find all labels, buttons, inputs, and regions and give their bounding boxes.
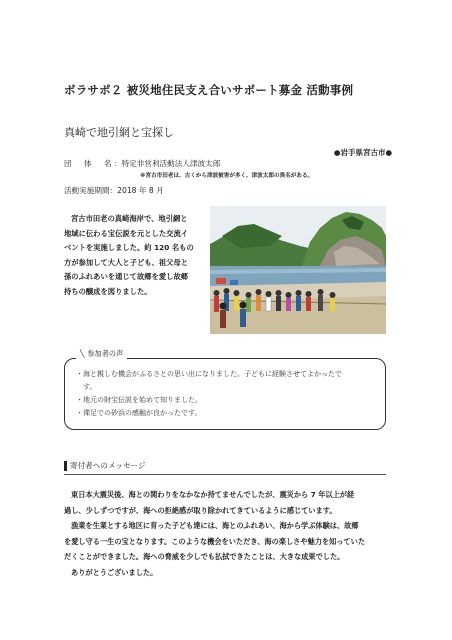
description-line: 持ちの醸成を図りました。: [64, 286, 152, 296]
donor-message: [64, 487, 394, 580]
donor-line: 過し、少しずつですが、海への拒絶感が取り除かれてきているように感じています。: [64, 505, 337, 515]
donor-title-text: 寄付者へのメッセージ: [70, 461, 146, 470]
title-bar-icon: [64, 461, 67, 471]
donor-message-title: [64, 460, 145, 471]
voice-item: ・裸足での砂浜の感触が良かったです。: [76, 409, 202, 417]
donor-line: 漁業を生業とする地区に育った子ども達には、海とのふれあい、海から学ぶ体験は、故郷: [71, 521, 359, 530]
donor-line: だくことができました。海への脅威を少しでも払拭できたことは、大きな成果でした。: [64, 552, 345, 561]
description-line: 孫のふれあいを通じて故郷を愛し故郷: [64, 272, 189, 282]
organization-label: 団 体 名: [64, 159, 117, 168]
period-value: ：2018 年 8 月: [109, 186, 164, 195]
voices-title-text: 参加者の声: [87, 349, 124, 358]
organization-value: ：特定非営利活動法人津波太郎: [114, 159, 221, 168]
description-line: ベントを実施しました。約 120 名もの: [64, 243, 194, 253]
page-header-title: ボラサポ２ 被災地住民支え合いサポート募金 活動事例: [64, 83, 354, 97]
voices-mark-icon: ╲: [80, 349, 85, 358]
donor-divider: [64, 474, 386, 475]
organization-note: ※宮古市田老は、古くから津波被害が多く、津波太郎の異名がある。: [140, 173, 314, 179]
event-photo: [210, 206, 386, 334]
description-line: 宮古市田老の真崎海岸で、地引網と: [71, 214, 188, 223]
section-title: 真崎で地引網と宝探し: [64, 126, 174, 139]
location-label: ●岩手県宮古市●: [333, 148, 392, 157]
description-line: 方が参加して大人と子ども、祖父母と: [64, 257, 189, 267]
donor-line: ありがとうございました。: [71, 567, 158, 577]
participant-voices-list: [76, 368, 376, 420]
voice-item: ・海と親しむ機会がふるさとの思い出になりました。子どもに経験させてよかったで: [76, 370, 342, 378]
voice-item: ・地元の財宝伝説を始めて知りました。: [76, 396, 202, 404]
activity-description: [64, 212, 204, 300]
donor-line: を愛し守る一生の宝となります。このような機会をいただき、海の楽しさや魅力を知っていた: [64, 536, 366, 546]
organization-row: [64, 158, 220, 169]
donor-line: 東日本大震災後、海との関わりをなかなか持てませんでしたが、震災から 7 年以上が経: [71, 490, 355, 499]
period-row: [64, 185, 164, 196]
description-line: 地域に伝わる宝伝説を元とした交流イ: [64, 228, 189, 238]
period-label: 活動実施期間: [64, 186, 110, 195]
voice-item: す。: [76, 383, 97, 391]
participant-voices-title: [76, 349, 127, 359]
